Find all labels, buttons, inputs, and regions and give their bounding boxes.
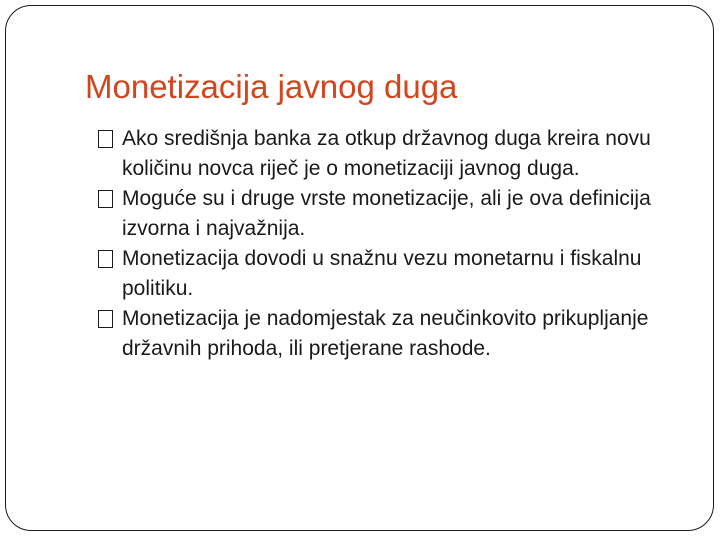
square-bullet-icon bbox=[98, 250, 113, 268]
bullet-item bbox=[96, 184, 678, 244]
bullet-text: Monetizacija dovodi u snažnu vezu monetarnu i fiskalnu politiku. bbox=[122, 247, 642, 300]
square-bullet-icon bbox=[98, 190, 113, 208]
bullet-item bbox=[96, 244, 678, 304]
bullet-item bbox=[96, 124, 678, 184]
square-bullet-icon bbox=[98, 130, 113, 148]
bullet-item bbox=[96, 304, 678, 364]
bullet-text: Ako središnja banka za otkup državnog duga kreira novu količinu novca riječ je o monetizaciji javnog duga. bbox=[122, 127, 651, 180]
slide-title: Monetizacija javnog duga bbox=[85, 68, 458, 105]
bullet-text: Moguće su i druge vrste monetizacije, ali je ova definicija izvorna i najvažnija. bbox=[122, 187, 651, 240]
square-bullet-icon bbox=[98, 310, 113, 328]
bullet-text: Monetizacija je nadomjestak za neučinkovito prikupljanje državnih prihoda, ili pretjerane rashode. bbox=[122, 307, 649, 360]
slide-frame bbox=[5, 5, 714, 531]
bullet-list bbox=[96, 124, 678, 364]
